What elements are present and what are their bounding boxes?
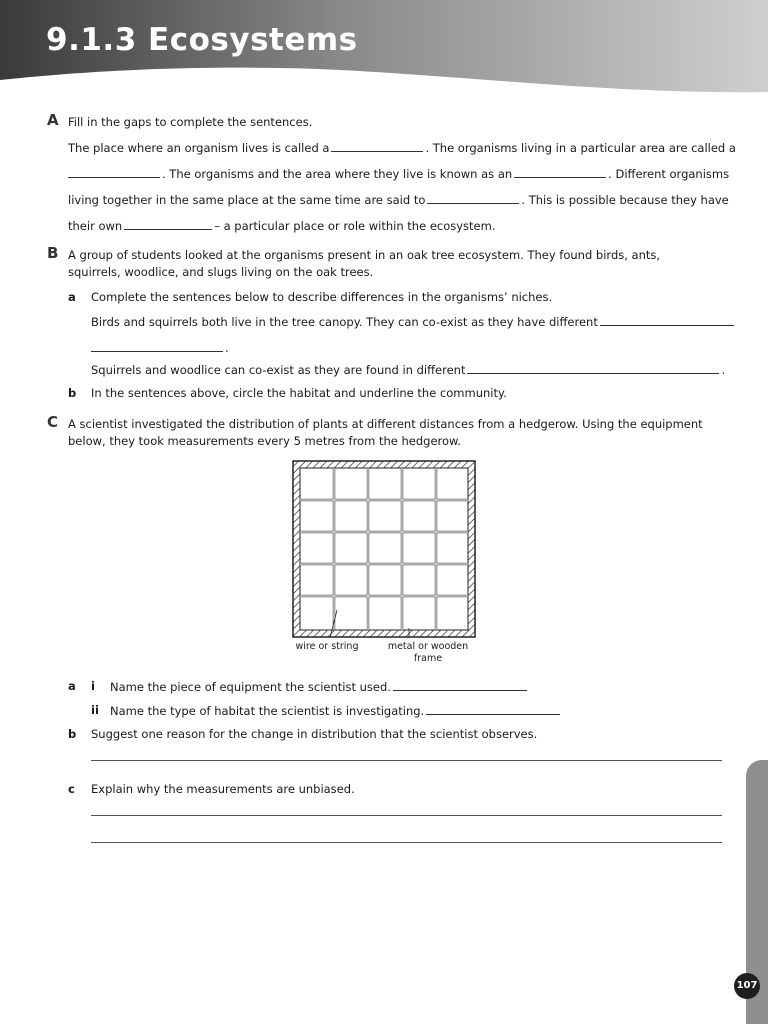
section-b-b-text: In the sentences above, circle the habitat and underline the community. (91, 386, 507, 400)
answer-line[interactable] (91, 815, 722, 816)
page-number: 107 (734, 973, 760, 999)
question-letter-a: A (47, 111, 59, 129)
section-a-line-4 (68, 218, 496, 233)
sub-label-ii: ii (91, 703, 99, 717)
section-b-a-sentence-2 (91, 362, 725, 377)
answer-blank[interactable] (91, 340, 223, 352)
label-frame (382, 641, 474, 665)
quadrat-diagram (292, 460, 476, 638)
text-fragment: living together in the same place at the same time are said to (68, 193, 426, 207)
section-a-line-3 (68, 192, 729, 207)
answer-blank[interactable] (426, 703, 560, 715)
section-a-line-2 (68, 166, 729, 181)
section-c-c-text: Explain why the measurements are unbiased. (91, 782, 355, 796)
text-fragment: Name the piece of equipment the scientist used. (110, 680, 391, 694)
question-letter-b: B (47, 244, 59, 262)
label-wire-or-string: wire or string (295, 641, 359, 652)
section-a-line-1 (68, 140, 736, 155)
answer-blank[interactable] (68, 166, 160, 178)
text-fragment: Birds and squirrels both live in the tree canopy. They can co-exist as they have different (91, 315, 598, 329)
text-fragment: Name the type of habitat the scientist is investigating. (110, 704, 425, 718)
section-b-a-text: Complete the sentences below to describe differences in the organisms’ niches. (91, 290, 553, 304)
text-fragment: The place where an organism lives is called a (68, 141, 330, 155)
text-fragment: . The organisms living in a particular area are called a (425, 141, 736, 155)
section-c-intro: A scientist investigated the distribution of plants at different distances from a hedgerow. Using the equipment below, they took measurements every 5 metres from the hedgerow. (68, 417, 703, 448)
sub-label-b: b (68, 727, 77, 741)
sub-label-i: i (91, 679, 95, 693)
sub-label-a: a (68, 290, 76, 304)
section-c-ai (110, 679, 529, 694)
section-c-b-text: Suggest one reason for the change in distribution that the scientist observes. (91, 727, 538, 741)
sub-label-c: c (68, 782, 75, 796)
text-fragment: their own (68, 219, 123, 233)
label-frame-line-2: frame (413, 653, 443, 664)
answer-blank[interactable] (467, 362, 719, 374)
section-c-aii (110, 703, 562, 718)
section-a-instruction: Fill in the gaps to complete the sentences. (68, 115, 313, 129)
page-title: 9.1.3 Ecosystems (46, 22, 358, 58)
answer-blank[interactable] (124, 218, 212, 230)
label-frame-line-1: metal or wooden (387, 641, 469, 652)
answer-blank[interactable] (331, 140, 423, 152)
answer-blank[interactable] (427, 192, 519, 204)
section-b-a-sentence-1-cont (91, 340, 229, 355)
answer-blank[interactable] (514, 166, 606, 178)
question-letter-c: C (47, 413, 59, 431)
text-fragment: . Different organisms (608, 167, 730, 181)
answer-line[interactable] (91, 760, 722, 761)
section-b-a-sentence-1 (91, 314, 736, 329)
text-fragment: . This is possible because they have (521, 193, 729, 207)
text-fragment: . (225, 341, 229, 355)
sub-label-a: a (68, 679, 76, 693)
text-fragment: – a particular place or role within the ecosystem. (214, 219, 496, 233)
answer-line[interactable] (91, 842, 722, 843)
text-fragment: Squirrels and woodlice can co-exist as they are found in different (91, 363, 466, 377)
answer-blank[interactable] (600, 314, 734, 326)
section-b-intro: A group of students looked at the organisms present in an oak tree ecosystem. They found birds, ants, squirrels, woodlice, and slugs living on the oak trees. (68, 248, 661, 279)
text-fragment: . (721, 363, 726, 377)
text-fragment: . The organisms and the area where they live is known as an (162, 167, 513, 181)
answer-blank[interactable] (393, 679, 527, 691)
sub-label-b: b (68, 386, 77, 400)
